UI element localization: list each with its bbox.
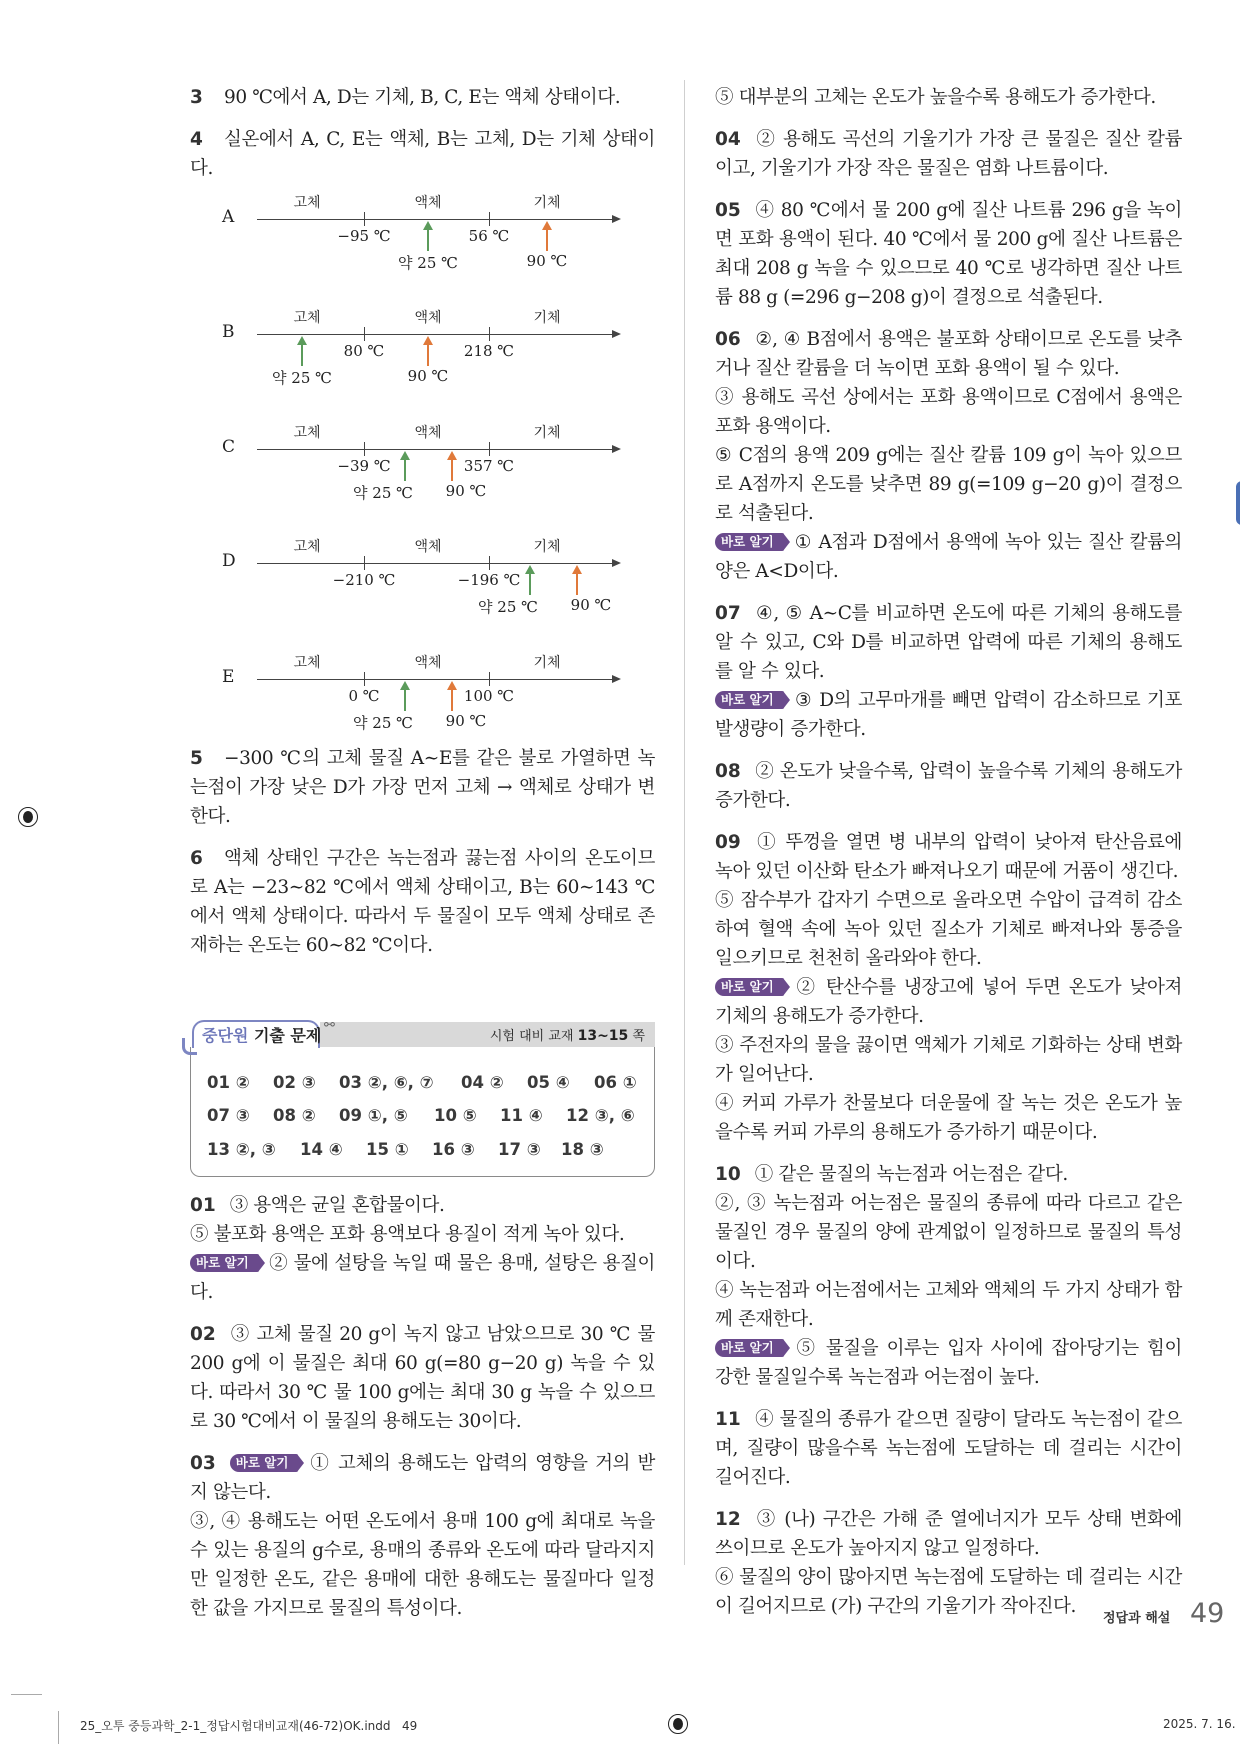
solution-text: ④, ⑤ A∼C를 비교하면 온도에 따른 기체의 용해도를 알 수 있고, C와 D를 비교하면 압력에 따른 기체의 용해도를 알 수 있다. bbox=[715, 603, 1182, 682]
room-temperature-label: 약 25 ℃ bbox=[353, 484, 413, 502]
room-temperature-label: 약 25 ℃ bbox=[398, 254, 458, 272]
phase-label: 기체 bbox=[533, 425, 561, 441]
answer-number: 18 bbox=[561, 1140, 584, 1159]
substance-label: C bbox=[222, 437, 236, 457]
ref-suffix: 쪽 bbox=[632, 1029, 645, 1044]
boiling-point-label: −196 ℃ bbox=[457, 571, 521, 589]
solution-12 bbox=[715, 1505, 1182, 1621]
temperature-axis bbox=[257, 563, 613, 564]
temperature-axis bbox=[257, 679, 613, 680]
phase-label: 고체 bbox=[293, 310, 321, 326]
hot-temperature-arrow-icon bbox=[576, 567, 578, 595]
phase-diagram-b bbox=[0, 310, 700, 434]
boiling-point-label: 218 ℃ bbox=[463, 342, 515, 360]
box-title bbox=[192, 1020, 320, 1048]
solution-text: ② 용해도 곡선의 기울기가 가장 큰 물질은 질산 칼륨이고, 기울기가 가장 작은 물질은 염화 나트륨이다. bbox=[715, 129, 1182, 179]
answer-choice: ③ bbox=[235, 1106, 250, 1125]
phase-label: 고체 bbox=[293, 539, 321, 555]
item-number: 09 bbox=[715, 832, 741, 853]
melting-point-tick bbox=[364, 212, 365, 226]
baro-algi-badge: 바로 알기 bbox=[715, 691, 784, 709]
answer-number: 05 bbox=[527, 1073, 550, 1092]
answer-number: 11 bbox=[500, 1106, 523, 1125]
boiling-point-label: 100 ℃ bbox=[463, 687, 515, 705]
item-text: 90 ℃에서 A, D는 기체, B, C, E는 액체 상태이다. bbox=[224, 87, 621, 108]
melting-point-label: −39 ℃ bbox=[337, 457, 391, 475]
phase-label: 고체 bbox=[293, 195, 321, 211]
solution-text: ③, ④ 용해도는 어떤 온도에서 용매 100 g에 최대로 녹을 수 있는 용질의 g수로, 용매의 종류와 온도에 따라 달라지지만 일정한 온도, 같은 용매에 대한 용해도는 물질마다 일정한 값을 가지므로 물질의 특성이다. bbox=[190, 1511, 655, 1619]
substance-label: E bbox=[222, 667, 235, 687]
left-column bbox=[190, 83, 655, 1623]
item-number: 01 bbox=[190, 1195, 216, 1216]
answer-number: 03 bbox=[339, 1073, 362, 1092]
melting-point-tick bbox=[364, 442, 365, 456]
solution-text: ③ 주전자의 물을 끓이면 액체가 기체로 기화하는 상태 변화가 일어난다. bbox=[715, 1035, 1182, 1085]
phase-diagrams bbox=[0, 183, 700, 731]
solution-text: ② 물에 설탕을 녹일 때 물은 용매, 설탕은 용질이다. bbox=[190, 1253, 655, 1303]
answer-choice: ④ bbox=[555, 1073, 570, 1092]
solution-10 bbox=[715, 1160, 1182, 1392]
answer-number: 16 bbox=[432, 1140, 455, 1159]
answer-choice: ⑤ bbox=[462, 1106, 477, 1125]
solution-text: ① 같은 물질의 녹는점과 어는점은 같다. bbox=[754, 1164, 1068, 1185]
item-3 bbox=[190, 83, 655, 112]
phase-diagram-c bbox=[0, 425, 700, 549]
answer-number: 04 bbox=[461, 1073, 484, 1092]
answer-choice: ① bbox=[394, 1140, 409, 1159]
section-label: 정답과 해설 bbox=[1103, 1611, 1171, 1626]
answer-item bbox=[566, 1106, 635, 1125]
phase-label: 고체 bbox=[293, 655, 321, 671]
answer-number: 10 bbox=[434, 1106, 457, 1125]
solution-text: ④ 80 ℃에서 물 200 g에 질산 나트륨 296 g을 녹이면 포화 용액이 된다. 40 ℃에서 물 200 g에 질산 나트륨은 최대 208 g 녹을 수 있으므로 40 ℃로 냉각하면 질산 나트륨 88 g (=296 g−208 g)이 결정으로 석출된다. bbox=[715, 200, 1182, 308]
answer-choice: ③, ⑥ bbox=[594, 1106, 635, 1125]
phase-label: 액체 bbox=[414, 195, 442, 211]
melting-point-label: −95 ℃ bbox=[337, 227, 391, 245]
answer-item bbox=[498, 1140, 541, 1159]
room-temperature-label: 약 25 ℃ bbox=[353, 714, 413, 732]
boiling-point-tick bbox=[489, 212, 490, 226]
melting-point-label: −210 ℃ bbox=[332, 571, 396, 589]
solution-text: ④ 물질의 종류가 같으면 질량이 달라도 녹는점이 같으며, 질량이 많을수록 녹는점에 도달하는 데 걸리는 시간이 길어진다. bbox=[715, 1409, 1182, 1488]
right-column bbox=[715, 83, 1182, 1621]
room-temperature-arrow-icon bbox=[427, 223, 429, 251]
registration-mark-icon bbox=[18, 807, 38, 827]
solution-09 bbox=[715, 828, 1182, 1147]
answer-item bbox=[207, 1140, 276, 1159]
item-number: 10 bbox=[715, 1164, 741, 1185]
solution-07 bbox=[715, 599, 1182, 744]
solution-text: ⑥ 물질의 양이 많아지면 녹는점에 도달하는 데 걸리는 시간이 길어지므로 (가) 구간의 기울기가 작아진다. bbox=[715, 1567, 1182, 1617]
solution-text: ③ 용액은 균일 혼합물이다. bbox=[229, 1195, 445, 1216]
hot-temperature-label: 90 ℃ bbox=[445, 482, 487, 500]
substance-label: A bbox=[222, 207, 235, 227]
item-number: 05 bbox=[715, 200, 741, 221]
baro-algi-badge: 바로 알기 bbox=[715, 533, 784, 551]
answer-item bbox=[434, 1106, 477, 1125]
item-number: 08 bbox=[715, 761, 741, 782]
solution-text: ② 탄산수를 냉장고에 넣어 두면 온도가 낮아져 기체의 용해도가 증가한다. bbox=[715, 977, 1182, 1027]
answer-item bbox=[339, 1073, 434, 1092]
phase-label: 기체 bbox=[533, 195, 561, 211]
hot-temperature-label: 90 ℃ bbox=[445, 712, 487, 730]
answer-number: 17 bbox=[498, 1140, 521, 1159]
item-number: 07 bbox=[715, 603, 741, 624]
boiling-point-label: 56 ℃ bbox=[468, 227, 510, 245]
hot-temperature-label: 90 ℃ bbox=[570, 596, 612, 614]
room-temperature-arrow-icon bbox=[404, 683, 406, 711]
item-number: 3 bbox=[190, 87, 203, 108]
solution-text: ②, ③ 녹는점과 어는점은 물질의 종류에 따라 다르고 같은 물질인 경우 물질의 양에 관계없이 일정하므로 물질의 특성이다. bbox=[715, 1193, 1182, 1272]
item-text: 실온에서 A, C, E는 액체, B는 고체, D는 기체 상태이다. bbox=[190, 129, 655, 179]
substance-label: D bbox=[222, 551, 236, 571]
solution-text: ②, ④ B점에서 용액은 불포화 상태이므로 온도를 낮추거나 질산 칼륨을 더 녹이면 포화 용액이 될 수 있다. bbox=[715, 329, 1182, 379]
page-number: 49 bbox=[1190, 1598, 1225, 1629]
answer-number: 07 bbox=[207, 1106, 230, 1125]
solution-text: ⑤ 대부분의 고체는 온도가 높을수록 용해도가 증가한다. bbox=[715, 87, 1156, 108]
answer-choice: ④ bbox=[528, 1106, 543, 1125]
registration-mark-icon bbox=[668, 1714, 688, 1734]
solution-text: ⑤ 잠수부가 갑자기 수면으로 올라오면 수압이 급격히 감소하여 혈액 속에 녹아 있던 질소가 기체로 빠져나와 통증을 일으키므로 천천히 올라와야 한다. bbox=[715, 890, 1182, 969]
file-name: 25_오투 중등과학_2-1_정답시험대비교재(46-72)OK.indd 49 bbox=[80, 1719, 418, 1733]
exam-answer-box bbox=[190, 1020, 655, 1177]
phase-label: 기체 bbox=[533, 655, 561, 671]
solution-11 bbox=[715, 1405, 1182, 1492]
solution-01 bbox=[190, 1191, 655, 1307]
phase-diagram-a bbox=[0, 195, 700, 319]
solution-03 bbox=[190, 1449, 655, 1623]
solution-text: ③ D의 고무마개를 빼면 압력이 감소하므로 기포 발생량이 증가한다. bbox=[715, 690, 1182, 740]
answer-item bbox=[527, 1073, 570, 1092]
answer-item bbox=[561, 1140, 604, 1159]
baro-algi-badge: 바로 알기 bbox=[190, 1254, 259, 1272]
room-temperature-label: 약 25 ℃ bbox=[272, 369, 332, 387]
boiling-point-tick bbox=[489, 556, 490, 570]
solution-text: ① 뚜껑을 열면 병 내부의 압력이 낮아져 탄산음료에 녹아 있던 이산화 탄소가 빠져나오기 때문에 거품이 생긴다. bbox=[715, 832, 1182, 882]
boiling-point-tick bbox=[489, 442, 490, 456]
item-number: 6 bbox=[190, 848, 203, 869]
item-4 bbox=[190, 125, 655, 183]
solution-text: ① A점과 D점에서 용액에 녹아 있는 질산 칼륨의 양은 A<D이다. bbox=[715, 532, 1182, 582]
temperature-axis bbox=[257, 334, 613, 335]
solution-04 bbox=[715, 125, 1182, 183]
reference bbox=[490, 1025, 645, 1044]
hot-temperature-arrow-icon bbox=[451, 453, 453, 481]
solution-text: ④ 녹는점과 어는점에서는 고체와 액체의 두 가지 상태가 함께 존재한다. bbox=[715, 1280, 1182, 1330]
answer-choice: ③ bbox=[460, 1140, 475, 1159]
room-temperature-label: 약 25 ℃ bbox=[478, 598, 538, 616]
answer-item bbox=[273, 1106, 316, 1125]
phase-label: 액체 bbox=[414, 655, 442, 671]
ref-pages: 13~15 bbox=[577, 1028, 629, 1044]
phase-label: 기체 bbox=[533, 310, 561, 326]
answer-choice: ② bbox=[301, 1106, 316, 1125]
solution-08 bbox=[715, 757, 1182, 815]
hot-temperature-label: 90 ℃ bbox=[407, 367, 449, 385]
answer-number: 06 bbox=[594, 1073, 617, 1092]
answer-item bbox=[339, 1106, 408, 1125]
ref-prefix: 시험 대비 교재 bbox=[489, 1029, 574, 1044]
solution-03-continued bbox=[715, 83, 1182, 112]
melting-point-label: 0 ℃ bbox=[348, 687, 380, 705]
solution-text: ① 고체의 용해도는 압력의 영향을 거의 받지 않는다. bbox=[190, 1453, 655, 1503]
crop-mark bbox=[58, 1711, 59, 1744]
answer-number: 15 bbox=[366, 1140, 389, 1159]
phase-label: 액체 bbox=[414, 425, 442, 441]
answer-choice: ① bbox=[622, 1073, 637, 1092]
boiling-point-tick bbox=[489, 327, 490, 341]
answer-number: 12 bbox=[566, 1106, 589, 1125]
temperature-axis bbox=[257, 219, 613, 220]
answer-choice: ③ bbox=[526, 1140, 541, 1159]
room-temperature-arrow-icon bbox=[529, 567, 531, 595]
melting-point-tick bbox=[364, 327, 365, 341]
hot-temperature-arrow-icon bbox=[546, 223, 548, 251]
answer-choice: ③ bbox=[301, 1073, 316, 1092]
solution-text: ⑤ 불포화 용액은 포화 용액보다 용질이 적게 녹아 있다. bbox=[190, 1224, 625, 1245]
clip-icon: ⚯ bbox=[324, 1018, 335, 1033]
item-number: 06 bbox=[715, 329, 741, 350]
item-number: 11 bbox=[715, 1409, 741, 1430]
phase-label: 액체 bbox=[414, 310, 442, 326]
solution-text: ③ 고체 물질 20 g이 녹지 않고 남았으므로 30 ℃ 물 200 g에 이 물질은 최대 60 g(=80 g−20 g) 녹을 수 있다. 따라서 30 ℃ 물 100 g에는 최대 30 g 녹을 수 있으므로 30 ℃에서 이 물질의 용해도는 30이다. bbox=[190, 1324, 655, 1432]
print-date: 2025. 7. 16. bbox=[1163, 1717, 1236, 1731]
answer-item bbox=[500, 1106, 543, 1125]
item-number: 4 bbox=[190, 129, 203, 150]
hot-temperature-label: 90 ℃ bbox=[526, 252, 568, 270]
solution-05 bbox=[715, 196, 1182, 312]
answer-number: 13 bbox=[207, 1140, 230, 1159]
answer-choice: ③ bbox=[589, 1140, 604, 1159]
room-temperature-arrow-icon bbox=[404, 453, 406, 481]
hot-temperature-arrow-icon bbox=[451, 683, 453, 711]
solution-text: ③ 용해도 곡선 상에서는 포화 용액이므로 C점에서 용액은 포화 용액이다. bbox=[715, 387, 1182, 437]
answer-number: 01 bbox=[207, 1073, 230, 1092]
answer-choice: ①, ⑤ bbox=[367, 1106, 408, 1125]
item-number: 02 bbox=[190, 1324, 216, 1345]
solution-text: ③ (나) 구간은 가해 준 열에너지가 모두 상태 변화에 쓰이므로 온도가 높아지지 않고 일정하다. bbox=[715, 1509, 1182, 1559]
answer-choice: ②, ⑥, ⑦ bbox=[367, 1073, 434, 1092]
item-number: 5 bbox=[190, 748, 203, 769]
answer-item bbox=[273, 1073, 316, 1092]
item-6 bbox=[190, 844, 655, 960]
edge-tab bbox=[1236, 481, 1240, 525]
crop-mark bbox=[11, 1694, 42, 1695]
item-number: 04 bbox=[715, 129, 741, 150]
answer-item bbox=[300, 1140, 343, 1159]
boiling-point-tick bbox=[489, 672, 490, 686]
answer-choice: ② bbox=[235, 1073, 250, 1092]
baro-algi-badge: 바로 알기 bbox=[715, 978, 784, 996]
answer-item bbox=[594, 1073, 637, 1092]
solution-text: ② 온도가 낮을수록, 압력이 높을수록 기체의 용해도가 증가한다. bbox=[715, 761, 1182, 811]
solution-text: ⑤ C점의 용액 209 g에는 질산 칼륨 109 g이 녹아 있으므로 A점까지 온도를 낮추면 89 g(=109 g−20 g)이 결정으로 석출된다. bbox=[715, 445, 1182, 524]
answer-number: 09 bbox=[339, 1106, 362, 1125]
answer-number: 08 bbox=[273, 1106, 296, 1125]
solution-text: ④ 커피 가루가 찬물보다 더운물에 잘 녹는 것은 온도가 높을수록 커피 가루의 용해도가 증가하기 때문이다. bbox=[715, 1093, 1182, 1143]
phase-label: 액체 bbox=[414, 539, 442, 555]
melting-point-tick bbox=[364, 556, 365, 570]
answer-item bbox=[432, 1140, 475, 1159]
answer-item bbox=[207, 1073, 250, 1092]
baro-algi-badge: 바로 알기 bbox=[715, 1339, 784, 1357]
solution-02 bbox=[190, 1320, 655, 1436]
item-text: 액체 상태인 구간은 녹는점과 끓는점 사이의 온도이므로 A는 −23∼82 ℃에서 액체 상태이고, B는 60∼143 ℃에서 액체 상태이다. 따라서 두 물질이 모두 액체 상태로 존재하는 온도는 60∼82 ℃이다. bbox=[190, 848, 655, 956]
answer-choice: ④ bbox=[328, 1140, 343, 1159]
item-text: −300 ℃의 고체 물질 A∼E를 같은 불로 가열하면 녹는점이 가장 낮은 D가 가장 먼저 고체 → 액체로 상태가 변한다. bbox=[190, 748, 655, 827]
boiling-point-label: 357 ℃ bbox=[463, 457, 515, 475]
item-number: 12 bbox=[715, 1509, 741, 1530]
item-5 bbox=[190, 744, 655, 831]
answer-number: 14 bbox=[300, 1140, 323, 1159]
baro-algi-badge: 바로 알기 bbox=[230, 1454, 299, 1472]
title-text: 기출 문제 bbox=[253, 1026, 322, 1045]
melting-point-label: 80 ℃ bbox=[343, 342, 385, 360]
hot-temperature-arrow-icon bbox=[427, 338, 429, 366]
answer-item bbox=[207, 1106, 250, 1125]
phase-diagram-d bbox=[0, 539, 700, 663]
phase-label: 기체 bbox=[533, 539, 561, 555]
melting-point-tick bbox=[364, 672, 365, 686]
item-number: 03 bbox=[190, 1453, 216, 1474]
room-temperature-arrow-icon bbox=[301, 338, 303, 366]
title-accent: 중단원 bbox=[202, 1026, 249, 1045]
solution-06 bbox=[715, 325, 1182, 586]
answer-item bbox=[461, 1073, 504, 1092]
answer-choice: ② bbox=[489, 1073, 504, 1092]
answer-choice: ②, ③ bbox=[235, 1140, 276, 1159]
answer-item bbox=[366, 1140, 409, 1159]
temperature-axis bbox=[257, 449, 613, 450]
phase-label: 고체 bbox=[293, 425, 321, 441]
solution-text: ⑤ 물질을 이루는 입자 사이에 잡아당기는 힘이 강한 물질일수록 녹는점과 어는점이 높다. bbox=[715, 1338, 1182, 1388]
answer-number: 02 bbox=[273, 1073, 296, 1092]
substance-label: B bbox=[222, 322, 235, 342]
